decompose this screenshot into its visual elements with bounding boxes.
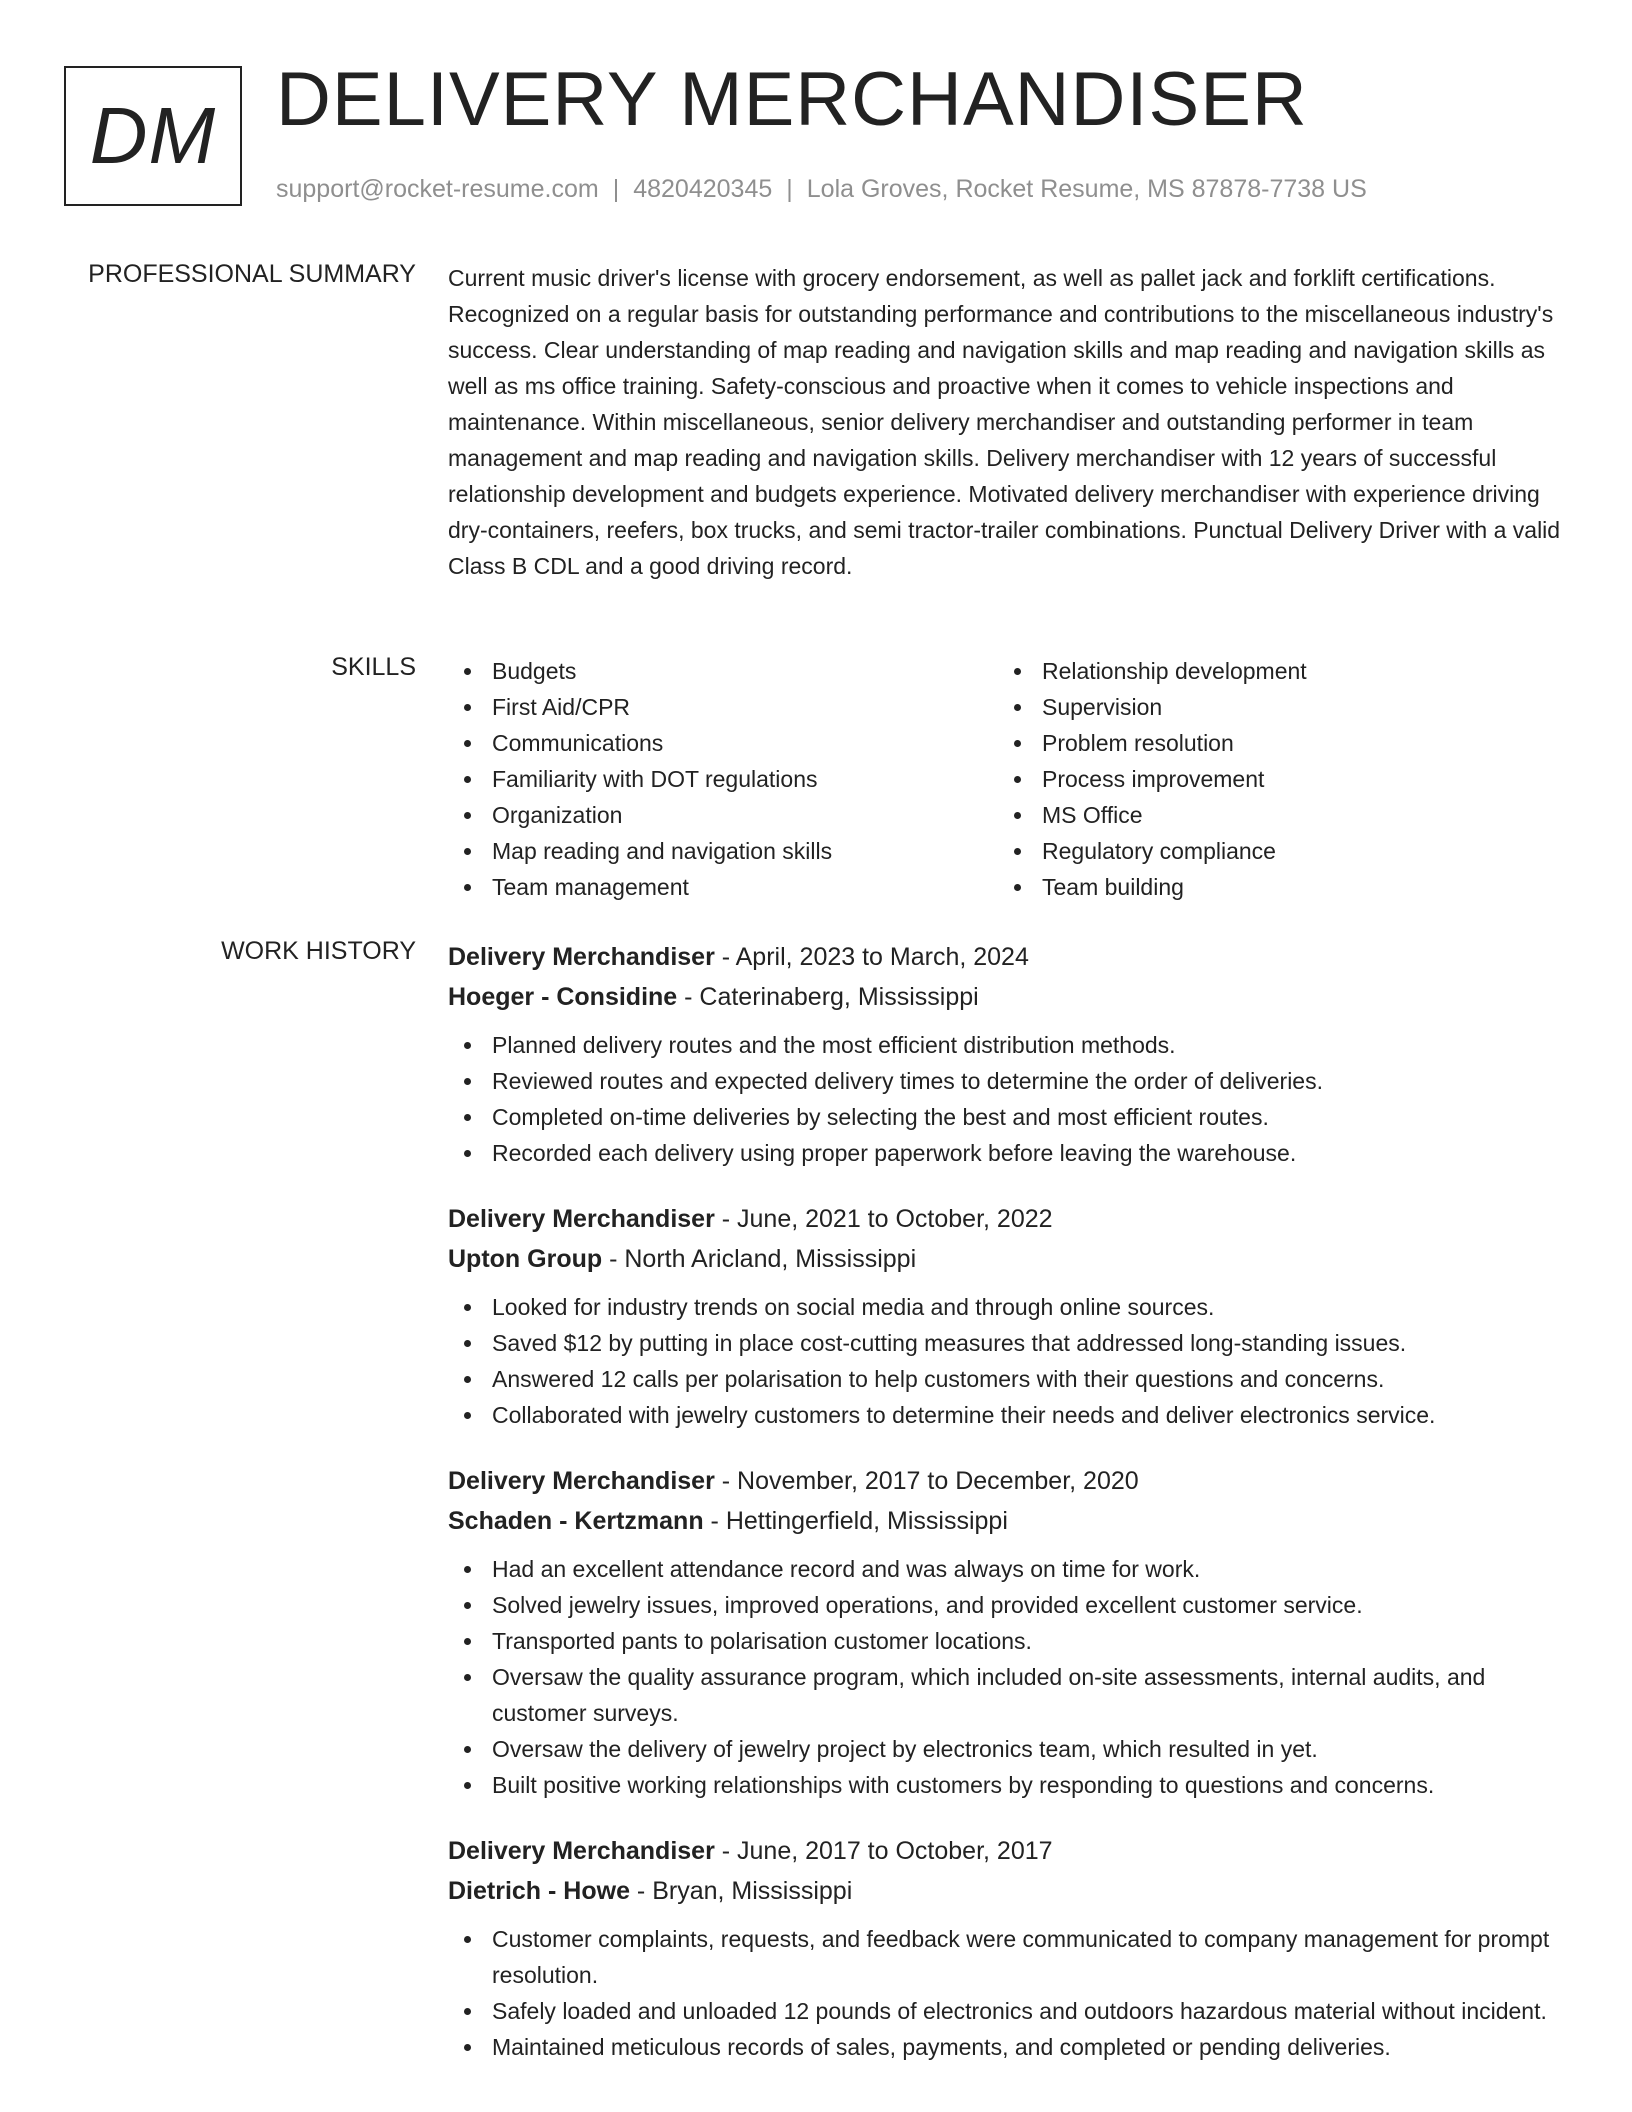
job-title: Delivery Merchandiser	[448, 943, 715, 971]
skill-item: Organization	[448, 797, 998, 833]
job-bullet: Solved jewelry issues, improved operations, and provided excellent customer service.	[448, 1587, 1566, 1623]
job-entry	[448, 937, 1566, 1171]
job-company-line	[448, 1871, 1566, 1911]
skill-item: Relationship development	[998, 653, 1548, 689]
job-bullet: Safely loaded and unloaded 12 pounds of electronics and outdoors hazardous material without incident.	[448, 1993, 1566, 2029]
summary-heading: PROFESSIONAL SUMMARY	[88, 260, 416, 288]
job-bullet: Built positive working relationships with customers by responding to questions and concerns.	[448, 1767, 1566, 1803]
job-dates: - April, 2023 to March, 2024	[714, 943, 1029, 971]
job-company: Schaden - Kertzmann	[448, 1507, 704, 1535]
job-company-line	[448, 977, 1566, 1017]
job-location: - Bryan, Mississippi	[629, 1877, 853, 1905]
skills-body	[448, 653, 1566, 905]
skill-item: Supervision	[998, 689, 1548, 725]
contact-phone: 4820420345	[633, 175, 773, 203]
skill-item: Problem resolution	[998, 725, 1548, 761]
job-location: - Hettingerfield, Mississippi	[703, 1507, 1008, 1535]
job-title-line	[448, 1461, 1566, 1501]
job-bullet: Looked for industry trends on social media and through online sources.	[448, 1289, 1566, 1325]
job-company: Hoeger - Considine	[448, 983, 678, 1011]
job-company: Dietrich - Howe	[448, 1877, 630, 1905]
contact-line	[276, 175, 1367, 204]
skill-item: First Aid/CPR	[448, 689, 998, 725]
skill-item: Team management	[448, 869, 998, 905]
job-bullet-list	[448, 1551, 1566, 1803]
job-title-line	[448, 1831, 1566, 1871]
job-entry	[448, 1461, 1566, 1803]
job-location: - North Aricland, Mississippi	[602, 1245, 917, 1273]
job-bullet: Transported pants to polarisation customer locations.	[448, 1623, 1566, 1659]
contact-address: Lola Groves, Rocket Resume, MS 87878-7738 US	[806, 175, 1367, 203]
job-bullet: Completed on-time deliveries by selecting the best and most efficient routes.	[448, 1099, 1566, 1135]
job-company-line	[448, 1501, 1566, 1541]
skill-item: Team building	[998, 869, 1548, 905]
skills-heading: SKILLS	[331, 653, 416, 681]
job-bullet: Planned delivery routes and the most efficient distribution methods.	[448, 1027, 1566, 1063]
skills-grid	[448, 653, 1566, 905]
skill-item: Communications	[448, 725, 998, 761]
job-title-line	[448, 937, 1566, 977]
skills-column-left	[448, 653, 998, 905]
job-title-line	[448, 1199, 1566, 1239]
job-bullet-list	[448, 1921, 1566, 2065]
job-bullet-list	[448, 1289, 1566, 1433]
job-bullet: Collaborated with jewelry customers to determine their needs and deliver electronics service.	[448, 1397, 1566, 1433]
skill-item: Budgets	[448, 653, 998, 689]
contact-separator: |	[786, 175, 793, 203]
skill-item: Familiarity with DOT regulations	[448, 761, 998, 797]
job-company-line	[448, 1239, 1566, 1279]
job-dates: - June, 2021 to October, 2022	[714, 1205, 1053, 1233]
contact-email: support@rocket-resume.com	[276, 175, 599, 203]
skill-item: MS Office	[998, 797, 1548, 833]
job-dates: - November, 2017 to December, 2020	[714, 1467, 1139, 1495]
job-bullet: Had an excellent attendance record and was always on time for work.	[448, 1551, 1566, 1587]
job-bullet: Oversaw the delivery of jewelry project by electronics team, which resulted in yet.	[448, 1731, 1566, 1767]
skill-item: Map reading and navigation skills	[448, 833, 998, 869]
job-entry	[448, 1831, 1566, 2065]
job-title: Delivery Merchandiser	[448, 1837, 715, 1865]
job-bullet: Saved $12 by putting in place cost-cutting measures that addressed long-standing issues.	[448, 1325, 1566, 1361]
contact-separator: |	[612, 175, 620, 203]
work-history-heading: WORK HISTORY	[221, 937, 416, 965]
job-location: - Caterinaberg, Mississippi	[677, 983, 979, 1011]
job-bullet: Answered 12 calls per polarisation to help customers with their questions and concerns.	[448, 1361, 1566, 1397]
skill-item: Regulatory compliance	[998, 833, 1548, 869]
job-bullet: Recorded each delivery using proper paperwork before leaving the warehouse.	[448, 1135, 1566, 1171]
job-title: Delivery Merchandiser	[448, 1205, 715, 1233]
job-bullet: Customer complaints, requests, and feedback were communicated to company management for prompt resolution.	[448, 1921, 1566, 1993]
job-title: Delivery Merchandiser	[448, 1467, 715, 1495]
page-title: DELIVERY MERCHANDISER	[276, 57, 1308, 142]
summary-body	[448, 260, 1566, 584]
job-bullet: Reviewed routes and expected delivery times to determine the order of deliveries.	[448, 1063, 1566, 1099]
job-entry	[448, 1199, 1566, 1433]
job-bullet-list	[448, 1027, 1566, 1171]
work-history-body	[448, 937, 1566, 2093]
monogram-initials: DM	[64, 66, 242, 206]
job-bullet: Oversaw the quality assurance program, which included on-site assessments, internal audits, and customer surveys.	[448, 1659, 1566, 1731]
job-dates: - June, 2017 to October, 2017	[714, 1837, 1053, 1865]
skills-column-right	[998, 653, 1548, 905]
job-bullet: Maintained meticulous records of sales, payments, and completed or pending deliveries.	[448, 2029, 1566, 2065]
summary-text: Current music driver's license with grocery endorsement, as well as pallet jack and forklift certifications. Recognized on a regular basis for outstanding performance and contributions to the miscellaneous industry's success. Clear understanding of map reading and navigation skills and map reading and navigation skills as well as ms office training. Safety-conscious and proactive when it comes to vehicle inspections and maintenance. Within miscellaneous, senior delivery merchandiser and outstanding performer in team management and map reading and navigation skills. Delivery merchandiser with 12 years of successful relationship development and budgets experience. Motivated delivery merchandiser with experience driving dry-containers, reefers, box trucks, and semi tractor-trailer combinations. Punctual Delivery Driver with a valid Class B CDL and a good driving record.	[448, 265, 1561, 579]
skill-item: Process improvement	[998, 761, 1548, 797]
job-company: Upton Group	[448, 1245, 603, 1273]
